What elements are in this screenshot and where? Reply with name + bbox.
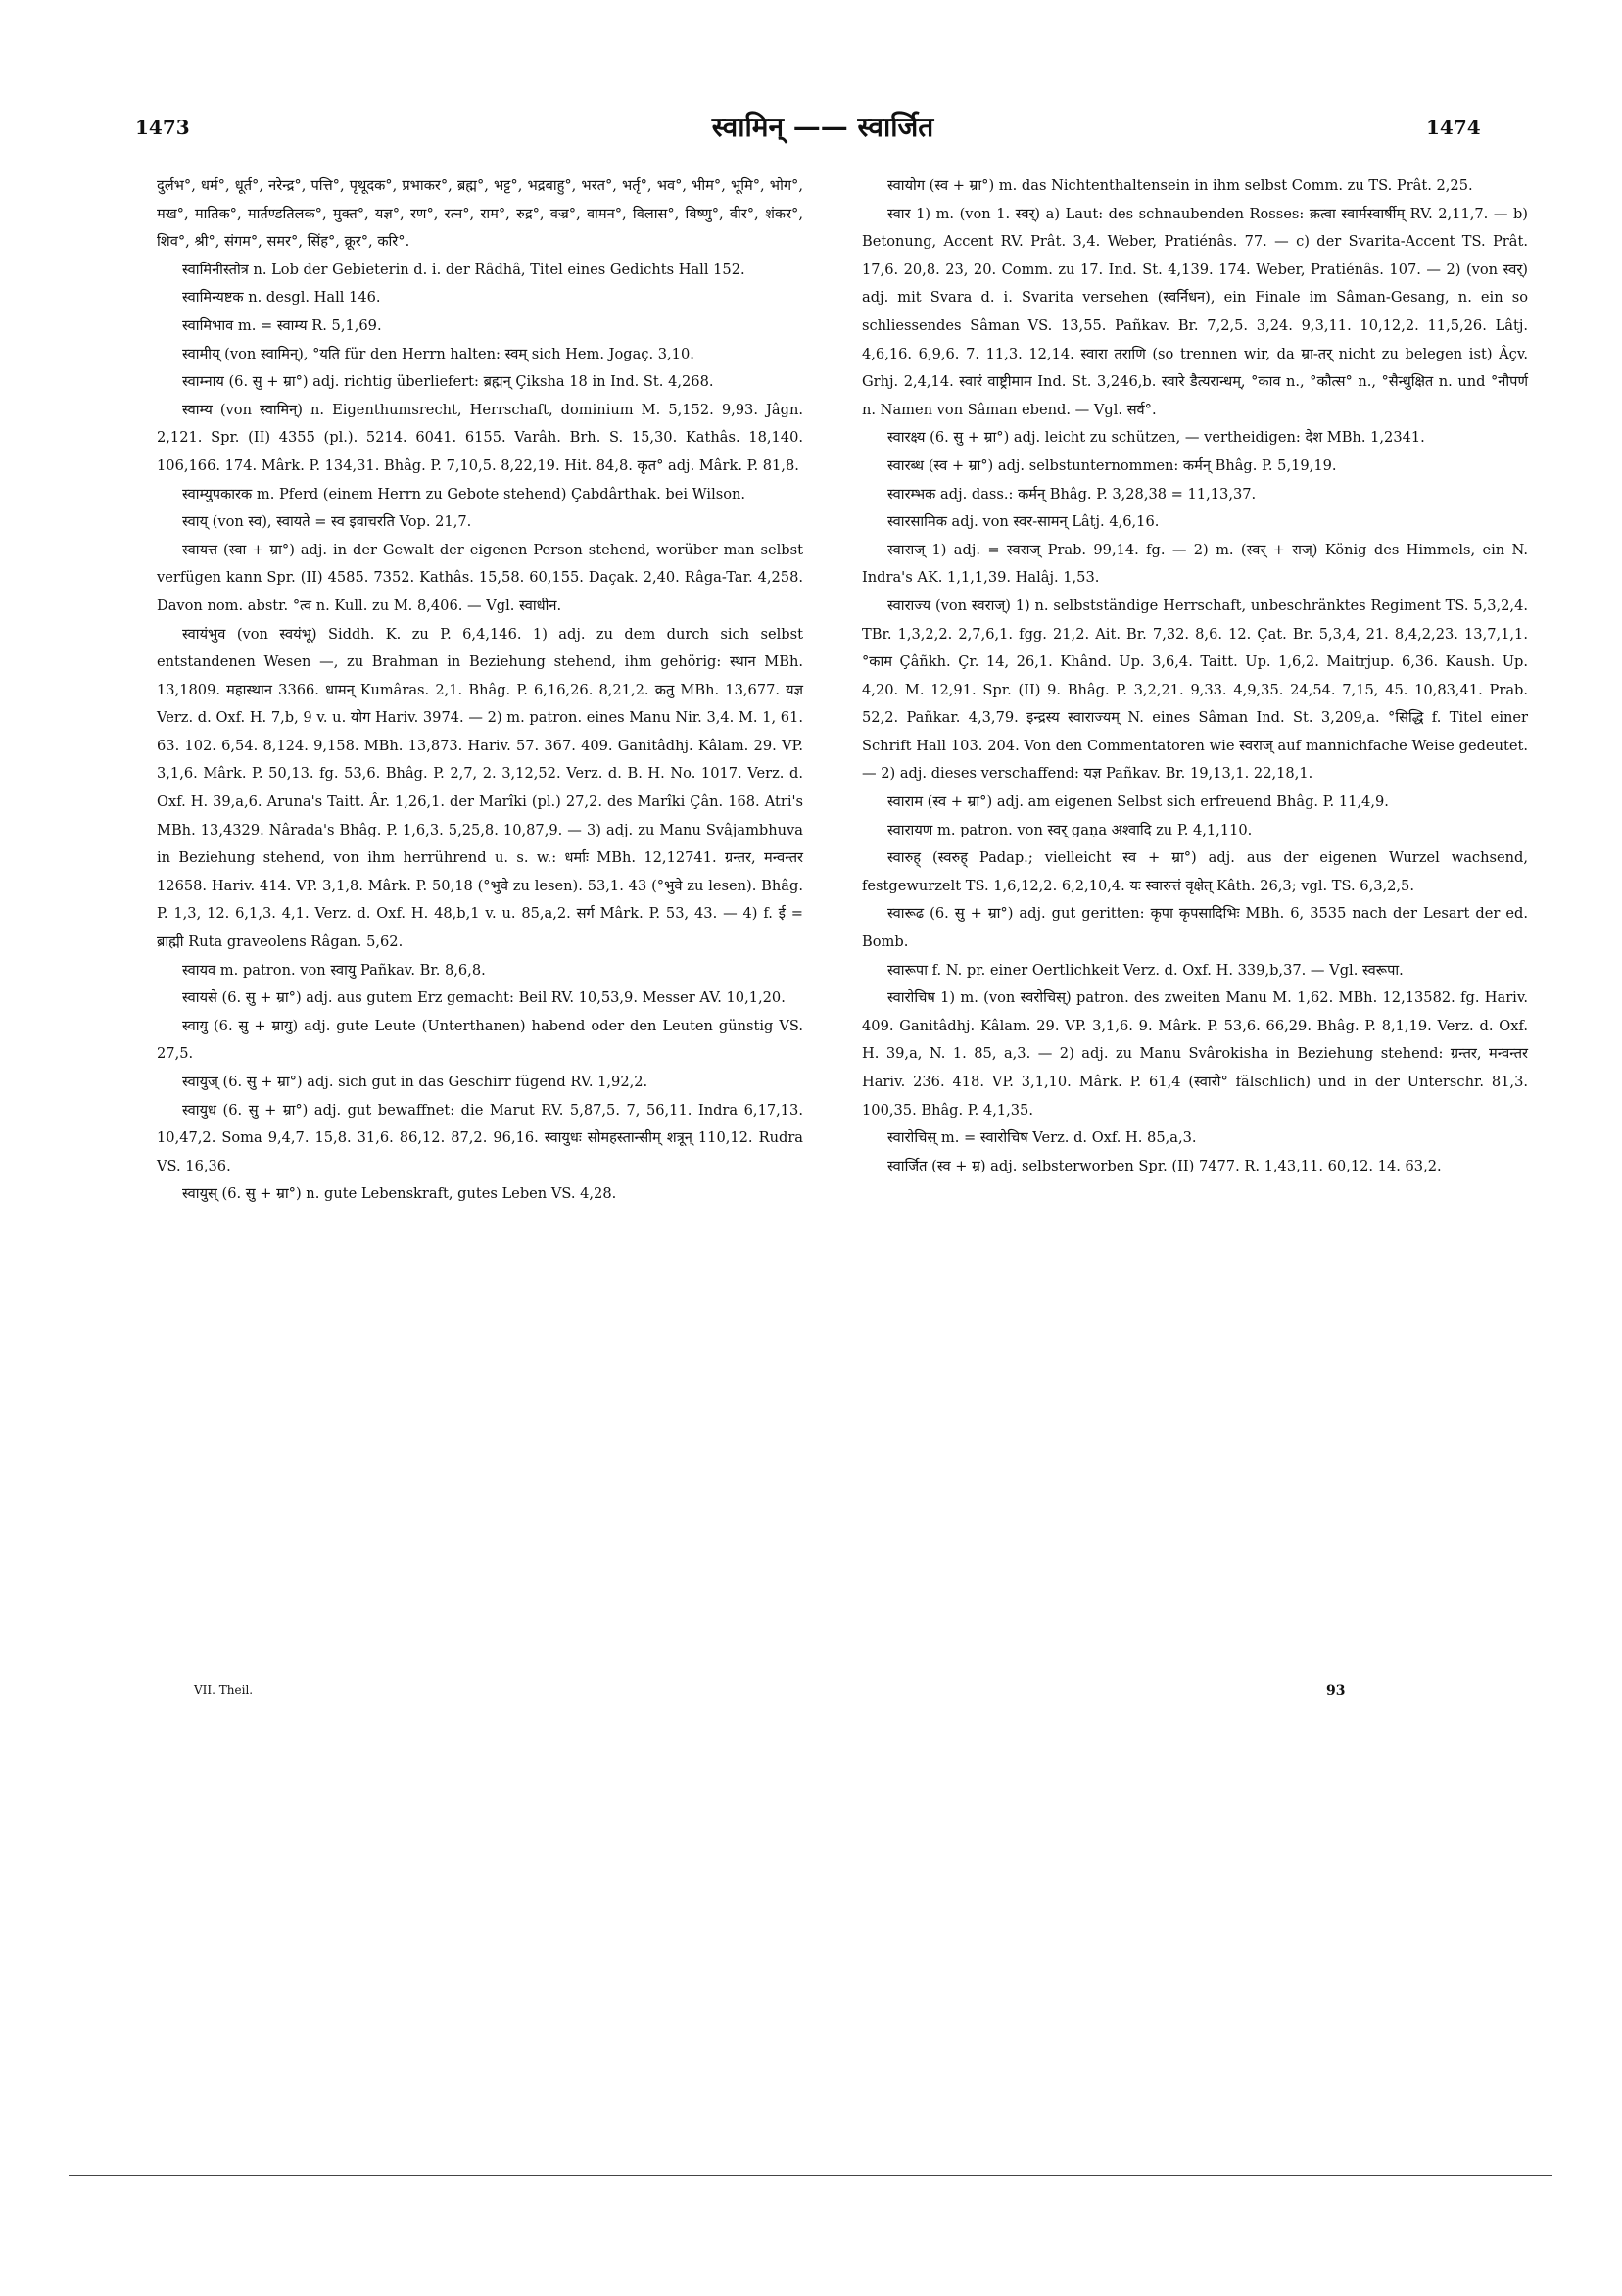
dictionary-entry: स्वायत्त (स्वा + म्रा°) adj. in der Gewalt der eigenen Person stehend, worüber man selbst verfügen kann Spr. (II) 4585. 7352. Kathâs. 15,58. 60,155. Daçak. 2,40. Râga-Tar. 4,258. Davon nom. abstr. °त्व n. Kull. zu M. 8,406. — Vgl. स्वाधीन. [157, 541, 803, 614]
dictionary-entry: स्वारम्भक adj. dass.: कर्मन् Bhâg. P. 3,28,38 = 11,13,37. [887, 485, 1257, 502]
dictionary-entry: स्वाम्य (von स्वामिन्) n. Eigenthumsrecht, Herrschaft, dominium M. 5,152. 9,93. Jâgn. 2,121. Spr. (II) 4355 (pl.). 5214. 6041. 6155. Varâh. Brh. S. 15,30. Kathâs. 18,140. 106,166. 174. Mârk. P. 134,31. Bhâg. P. 7,10,5. 8,22,19. Hit. 84,8. कृत° adj. Mârk. P. 81,8. [157, 401, 803, 474]
dictionary-entry: स्वारसामिक adj. von स्वर-सामन् Lâtj. 4,6,16. [887, 513, 1160, 531]
dictionary-entry: स्वायुध (6. सु + म्रा°) adj. gut bewaffnet: die Marut RV. 5,87,5. 7, 56,11. Indra 6,17,13. 10,47,2. Soma 9,4,7. 15,8. 31,6. 86,12. 87,2. 96,16. स्वायुधः सोमहस्तान्सीम् शत्रून् 110,12. Rudra VS. 16,36. [157, 1101, 803, 1174]
dictionary-entry: स्वार 1) m. (von 1. स्वर्) a) Laut: des schnaubenden Rosses: क्रत्वा स्वार्मस्वार्षीम् RV. 2,11,7. — b) Betonung, Accent RV. Prât. 3,4. Weber, Pratiénâs. 77. — c) der Svarita-Accent TS. Prât. 17,6. 20,8. 23, 20. Comm. zu 17. Ind. St. 4,139. 174. Weber, Pratiénâs. 107. — 2) (von स्वर्) adj. mit Svara d. i. Svarita versehen (स्वर्निधन), ein Finale im Sâman-Gesang, n. ein so schliessendes Sâman VS. 13,55. Pañkav. Br. 7,2,5. 3,24. 9,3,11. 10,12,2. 11,5,26. Lâtj. 4,6,16. 6,9,6. 7. 11,3. 12,14. स्वारा तराणि (so trennen wir, da म्रा-तर् nicht zu belegen ist) Âçv. Grhj. 2,4,14. स्वारं वाष्ट्रीमाम Ind. St. 3,246,b. स्वारे डैत्यरान्धम्, °काव n., °कौत्स° n., °सैन्धुक्षित n. und °नौपर्ण n. Namen von Sâman ebend. — Vgl. सर्व°. [862, 205, 1528, 418]
dictionary-entry: स्वारब्ध (स्व + म्रा°) adj. selbstunternommen: कर्मन् Bhâg. P. 5,19,19. [887, 456, 1337, 474]
signature-mark: VII. Theil. [194, 1683, 254, 1697]
running-headword: स्वामिन् —— स्वार्जित [711, 111, 934, 143]
column-number-right: 1474 [1426, 116, 1481, 139]
page-number: 93 [1326, 1683, 1346, 1698]
dictionary-entry: स्वायसे (6. सु + म्रा°) adj. aus gutem Erz gemacht: Beil RV. 10,53,9. Messer AV. 10,1,20. [182, 989, 786, 1007]
dictionary-entry: स्वारोचिष 1) m. (von स्वरोचिस्) patron. des zweiten Manu M. 1,62. MBh. 12,13582. fg. Hariv. 409. Ganitâdhj. Kâlam. 29. VP. 3,1,6. 9. Mârk. P. 53,6. 66,29. Bhâg. P. 8,1,19. Verz. d. Oxf. H. 39,a, N. 1. 85, a,3. — 2) adj. zu Manu Svârokisha in Beziehung stehend: ग्रन्तर, मन्वन्तर Hariv. 236. 418. VP. 3,1,10. Mârk. P. 61,4 (स्वारो° fälschlich) und in der Unterschr. 81,3. 100,35. Bhâg. P. 4,1,35. [862, 989, 1528, 1119]
dictionary-entry: स्वार्जित (स्व + म्र) adj. selbsterworben Spr. (II) 7477. R. 1,43,11. 60,12. 14. 63,2. [887, 1157, 1442, 1174]
dictionary-entry: स्वायुस् (6. सु + म्रा°) n. gute Lebenskraft, gutes Leben VS. 4,28. [182, 1185, 617, 1203]
dictionary-entry: स्वाय् (von स्व), स्वायते = स्व इवाचरति Vop. 21,7. [182, 513, 472, 531]
dictionary-entry: स्वारूढ (6. सु + म्रा°) adj. gut geritten: कृपा कृपसादिभिः MBh. 6, 3535 nach der Lesart der ed. Bomb. [862, 905, 1528, 951]
dictionary-entry: स्वारायण m. patron. von स्वर् gaṇa अश्वादि zu P. 4,1,110. [887, 821, 1253, 838]
dictionary-entry: स्वामिभाव m. = स्वाम्य R. 5,1,69. [182, 316, 382, 334]
dictionary-entry: स्वायु (6. सु + म्रायु) adj. gute Leute (Unterthanen) habend oder den Leuten günstig VS. 27,5. [157, 1017, 803, 1063]
dictionary-entry: दुर्लभ°, धर्म°, धूर्त°, नरेन्द्र°, पत्ति°, पृथूदक°, प्रभाकर°, ब्रह्म°, भट्ट°, भद्रबाहु°, भरत°, भर्तृ°, भव°, भीम°, भूमि°, भोग°, मख°, मातिक°, मार्तण्डतिलक°, मुक्त°, यज्ञ°, रण°, रत्न°, राम°, रुद्र°, वज्र°, वामन°, विलास°, विष्णु°, वीर°, शंकर°, शिव°, श्री°, संगम°, समर°, सिंह°, क्रूर°, करि°. [157, 177, 803, 251]
dictionary-entry: स्वामिन्यष्टक n. desgl. Hall 146. [182, 289, 381, 307]
dictionary-entry: स्वारोचिस् m. = स्वारोचिष Verz. d. Oxf. H. 85,a,3. [887, 1129, 1197, 1147]
dictionary-entry: स्वायंभुव (von स्वयंभू) Siddh. K. zu P. 6,4,146. 1) adj. zu dem durch sich selbst entstandenen Wesen —, zu Brahman in Beziehung stehend, ihm gehörig: स्थान MBh. 13,1809. महास्थान 3366. धामन् Kumâras. 2,1. Bhâg. P. 6,16,26. 8,21,2. क्रतु MBh. 13,677. यज्ञ Verz. d. Oxf. H. 7,b, 9 v. u. योग Hariv. 3974. — 2) m. patron. eines Manu Nir. 3,4. M. 1, 61. 63. 102. 6,54. 8,124. 9,158. MBh. 13,873. Hariv. 57. 367. 409. Ganitâdhj. Kâlam. 29. VP. 3,1,6. Mârk. P. 50,13. fg. 53,6. Bhâg. P. 2,7, 2. 3,12,52. Verz. d. B. H. No. 1017. Verz. d. Oxf. H. 39,a,6. Aruna's Taitt. Âr. 1,26,1. der Marîki (pl.) 27,2. des Marîki Çân. 168. Atri's MBh. 13,4329. Nârada's Bhâg. P. 1,6,3. 5,25,8. 10,87,9. — 3) adj. zu Manu Svâjambhuva in Beziehung stehend, von ihm herrührend u. s. w.: धर्माः MBh. 12,12741. ग्रन्तर, मन्वन्तर 12658. Hariv. 414. VP. 3,1,8. Mârk. P. 50,18 (°भुवे zu lesen). 53,1. 43 (°भुवे zu lesen). Bhâg. P. 1,3, 12. 6,1,3. 4,1. Verz. d. Oxf. H. 48,b,1 v. u. 85,a,2. सर्ग Mârk. P. 53, 43. — 4) f. ई = ब्राह्मी Ruta graveolens Râgan. 5,62. [157, 625, 803, 951]
left-column [157, 172, 803, 1209]
dictionary-entry: स्वाम्नाय (6. सु + म्रा°) adj. richtig überliefert: ब्रह्मन् Çiksha 18 in Ind. St. 4,268. [182, 373, 714, 391]
dictionary-entry: स्वाराज् 1) adj. = स्वराज् Prab. 99,14. fg. — 2) m. (स्वर् + राज्) König des Himmels, ein N. Indra's AK. 1,1,1,39. Halâj. 1,53. [862, 541, 1528, 587]
dictionary-entry: स्वायव m. patron. von स्वायु Pañkav. Br. 8,6,8. [182, 961, 486, 979]
dictionary-entry: स्वारूपा f. N. pr. einer Oertlichkeit Verz. d. Oxf. H. 339,b,37. — Vgl. स्वरूपा. [887, 961, 1404, 979]
right-column [862, 172, 1528, 1180]
dictionary-entry: स्वाम्युपकारक m. Pferd (einem Herrn zu Gebote stehend) Çabdârthak. bei Wilson. [182, 485, 746, 502]
column-number-left: 1473 [135, 116, 190, 139]
dictionary-entry: स्वामिनीस्तोत्र n. Lob der Gebieterin d. i. der Râdhâ, Titel eines Gedichts Hall 152. [182, 261, 745, 278]
dictionary-entry: स्वायोग (स्व + म्रा°) m. das Nichtenthaltensein in ihm selbst Comm. zu TS. Prât. 2,25. [887, 177, 1473, 194]
dictionary-entry: स्वारक्ष्य (6. सु + म्रा°) adj. leicht zu schützen, — vertheidigen: देश MBh. 1,2341. [887, 429, 1425, 447]
bottom-rule [69, 2175, 1552, 2176]
dictionary-entry: स्वामीय् (von स्वामिन्), °यति für den Herrn halten: स्वम् sich Hem. Jogaç. 3,10. [182, 345, 694, 362]
dictionary-entry: स्वायुज् (6. सु + म्रा°) adj. sich gut in das Geschirr fügend RV. 1,92,2. [182, 1074, 648, 1090]
dictionary-entry: स्वारुह् (स्वरुह् Padap.; vielleicht स्व + म्रा°) adj. aus der eigenen Wurzel wachsend, festgewurzelt TS. 1,6,12,2. 6,2,10,4. यः स्वारुत्तं वृक्षेत् Kâth. 26,3; vgl. TS. 6,3,2,5. [862, 849, 1528, 894]
dictionary-entry: स्वाराम (स्व + म्रा°) adj. am eigenen Selbst sich erfreuend Bhâg. P. 11,4,9. [887, 793, 1389, 811]
dictionary-entry: स्वाराज्य (von स्वराज्) 1) n. selbstständige Herrschaft, unbeschränktes Regiment TS. 5,3,2,4. TBr. 1,3,2,2. 2,7,6,1. fgg. 21,2. Ait. Br. 7,32. 8,6. 12. Çat. Br. 5,3,4, 21. 8,4,2,23. 13,7,1,1. °काम Çâñkh. Çr. 14, 26,1. Khând. Up. 3,6,4. Taitt. Up. 1,6,2. Maitrjup. 6,36. Kaush. Up. 4,20. M. 12,91. Spr. (II) 9. Bhâg. P. 3,2,21. 9,33. 4,9,35. 24,54. 7,15, 45. 10,83,41. Prab. 52,2. Pañkar. 4,3,79. इन्द्रस्य स्वाराज्यम् N. eines Sâman Ind. St. 3,209,a. °सिद्धि f. Titel einer Schrift Hall 103. 204. Von den Commentatoren wie स्वराज् auf mannichfache Weise gedeutet. — 2) adj. dieses verschaffend: यज्ञ Pañkav. Br. 19,13,1. 22,18,1. [862, 597, 1528, 783]
